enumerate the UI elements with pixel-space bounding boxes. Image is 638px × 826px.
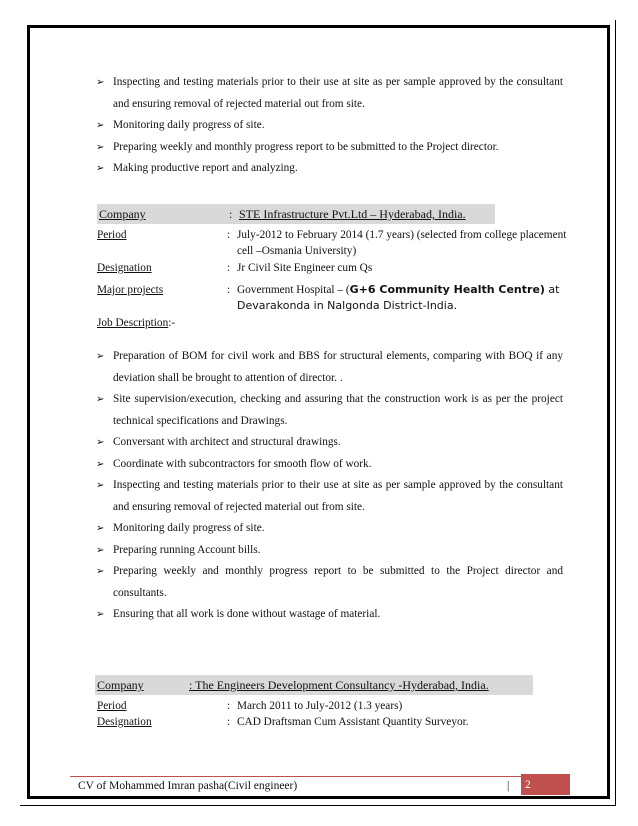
footer-separator: | [507, 780, 510, 792]
period-row-2 [97, 698, 567, 714]
arrow-bullet-icon: ➢ [96, 141, 105, 153]
list-item: ➢ Conversant with architect and structural drawings. [96, 432, 563, 454]
list-item: ➢ Monitoring daily progress of site. [96, 115, 563, 137]
arrow-bullet-icon: ➢ [96, 458, 105, 470]
designation-value: CAD Draftsman Cum Assistant Quantity Surveyor. [237, 716, 469, 728]
colon: : [227, 700, 231, 712]
list-item: ➢ Inspecting and testing materials prior to their use at site as per sample approved by the consultant and ensuring removal of rejected material out from site. [96, 475, 563, 518]
company-value: : The Engineers Development Consultancy -Hyderabad, India. [189, 678, 489, 692]
list-item: ➢ Site supervision/execution, checking and assuring that the construction work is as per the project technical specifications and Drawings. [96, 389, 563, 432]
footer-text: CV of Mohammed Imran pasha(Civil engineer) [78, 780, 298, 792]
period-label: Period [97, 229, 127, 241]
period-value: July-2012 to February 2014 (1.7 years) (selected from college placement cell –Osmania University) [237, 229, 567, 257]
company-row-1 [97, 204, 495, 224]
colon: : [227, 716, 231, 728]
list-item: ➢ Coordinate with subcontractors for smooth flow of work. [96, 454, 563, 476]
list-item: ➢ Ensuring that all work is done without wastage of material. [96, 604, 563, 626]
company-row-2 [95, 675, 533, 695]
period-value: March 2011 to July-2012 (1.3 years) [237, 700, 403, 712]
list-item: ➢ Making productive report and analyzing. [96, 158, 563, 180]
designation-value: Jr Civil Site Engineer cum Qs [237, 262, 373, 274]
company-label: Company [97, 678, 144, 692]
arrow-bullet-icon: ➢ [96, 394, 105, 405]
arrow-bullet-icon: ➢ [96, 437, 105, 448]
arrow-bullet-icon: ➢ [96, 120, 105, 131]
list-item: ➢ Inspecting and testing materials prior to their use at site as per sample approved by the consultant and ensuring removal of rejected material out from site. [96, 72, 563, 115]
colon: : [227, 229, 231, 241]
top-bullet-list [96, 72, 563, 180]
arrow-bullet-icon: ➢ [96, 566, 105, 577]
projects-row-1 [97, 282, 567, 314]
company-value: STE Infrastructure Pvt.Ltd – Hyderabad, India. [239, 207, 466, 221]
page-number: 2 [521, 774, 570, 795]
list-item: ➢ Preparing running Account bills. [96, 540, 563, 562]
projects-location: Devarakonda in Nalgonda District-India. [237, 299, 458, 312]
arrow-bullet-icon: ➢ [96, 351, 105, 362]
company-label: Company [99, 207, 146, 221]
job-bullet-list [96, 346, 563, 626]
list-item: ➢ Monitoring daily progress of site. [96, 518, 563, 540]
arrow-bullet-icon: ➢ [96, 523, 105, 534]
designation-label: Designation [97, 262, 152, 274]
period-label: Period [97, 700, 127, 712]
list-item: ➢ Preparing weekly and monthly progress report to be submitted to the Project director. [96, 137, 563, 159]
designation-label: Designation [97, 716, 152, 728]
job-description-heading: Job Description:- [97, 317, 176, 329]
list-item: ➢ Preparing weekly and monthly progress report to be submitted to the Project director and consultants. [96, 561, 563, 604]
arrow-bullet-icon: ➢ [96, 480, 105, 491]
colon: : [229, 207, 233, 221]
designation-row-2 [97, 714, 567, 730]
projects-label: Major projects [97, 284, 164, 296]
arrow-bullet-icon: ➢ [96, 609, 105, 620]
designation-row-1 [97, 260, 567, 276]
colon: : [227, 262, 231, 274]
projects-value: Government Hospital – (G+6 Community Health Centre) at Devarakonda in Nalgonda District-India. [237, 283, 560, 312]
period-row-1 [97, 227, 567, 259]
list-item: ➢ Preparation of BOM for civil work and BBS for structural elements, comparing with BOQ if any deviation shall be brought to attention of director. . [96, 346, 563, 389]
colon: : [227, 284, 231, 296]
page-footer [70, 776, 570, 795]
arrow-bullet-icon: ➢ [96, 77, 105, 88]
arrow-bullet-icon: ➢ [96, 163, 105, 174]
arrow-bullet-icon: ➢ [96, 544, 105, 556]
